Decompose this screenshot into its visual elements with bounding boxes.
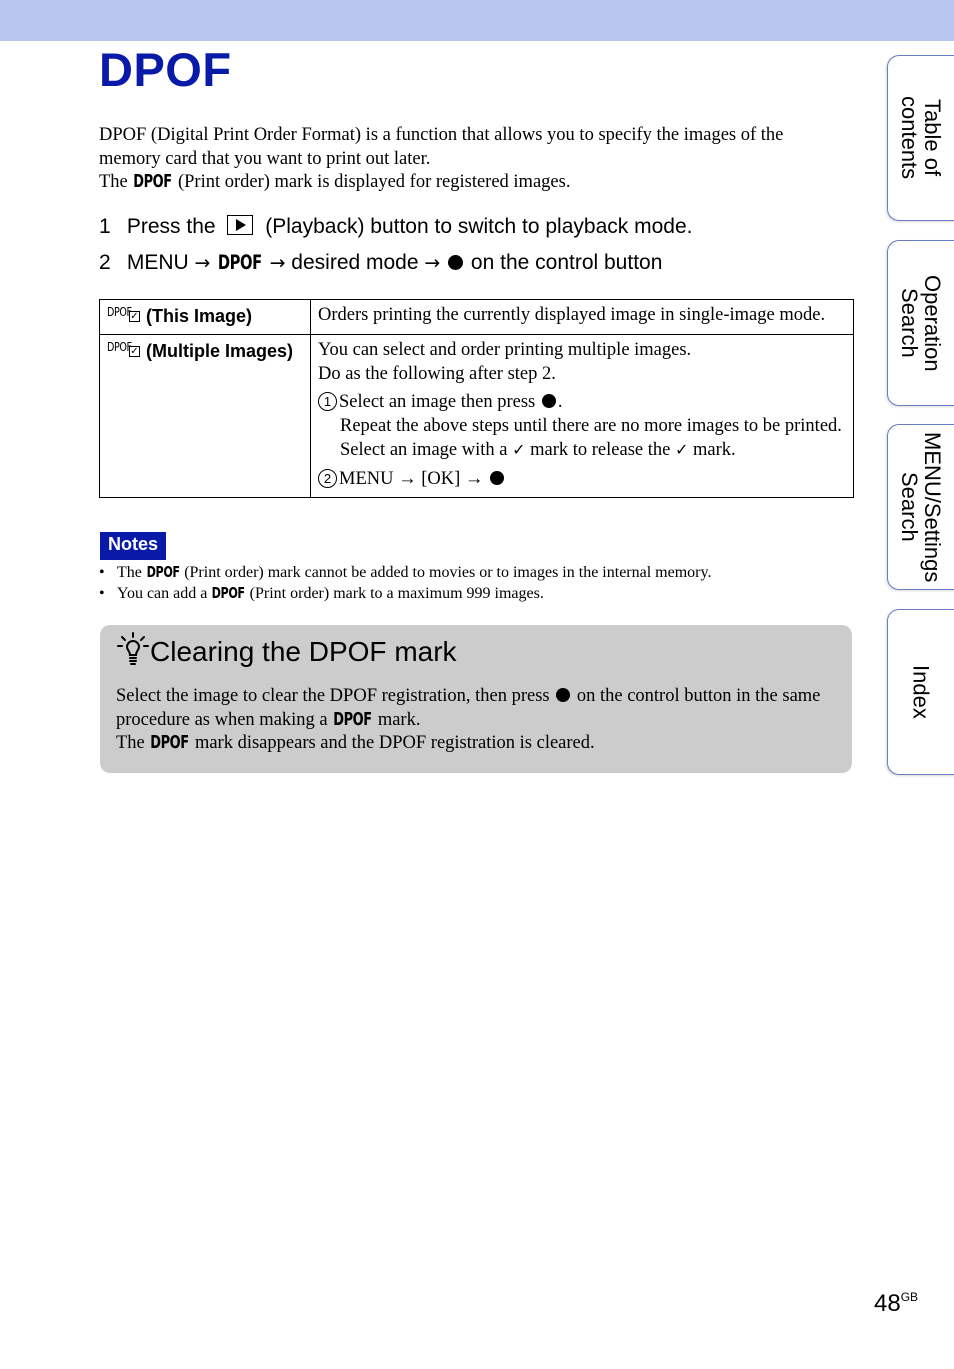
check-icon: ✓: [512, 440, 526, 459]
page-number: $48^{GB}$: [874, 1290, 919, 1317]
dpof-mark-icon: DPOF: [133, 172, 173, 192]
arrow-right-icon: →: [269, 252, 286, 274]
dpof-mark-icon: DPOF: [218, 250, 262, 274]
intro-line-1: DPOF (Digital Print Order Format) is a function that allows you to specify the images of the memory card that you want to print out later.: [99, 125, 784, 169]
center-button-icon: [542, 394, 556, 408]
list-item: • The DPOF (Print order) mark cannot be added to movies or to images in the internal memory.: [99, 562, 859, 583]
dpof-single-icon: DPOF ✓: [107, 305, 139, 322]
notes-badge: Notes: [100, 532, 166, 560]
dpof-multiple-icon: DPOF ✓: [107, 340, 139, 357]
tab-index[interactable]: Index: [887, 609, 954, 775]
check-icon: ✓: [674, 440, 689, 459]
notes-list: [99, 562, 859, 604]
option-name-cell: DPOF ✓ (Multiple Images): [100, 335, 311, 498]
center-button-icon: [556, 688, 570, 702]
list-item: • You can add a DPOF (Print order) mark to a maximum 999 images.: [99, 583, 859, 604]
page-title: DPOF: [99, 43, 232, 96]
dpof-mark-icon: DPOF: [333, 709, 372, 730]
arrow-right-icon: →: [424, 252, 441, 274]
option-name-cell: DPOF ✓ (This Image): [100, 300, 311, 335]
sub-step-2: 2 MENU → [OK] →: [318, 468, 846, 492]
dpof-mark-icon: DPOF: [150, 733, 190, 753]
sub-step-1: 1 Select an image then press .: [318, 391, 846, 415]
tip-box: [100, 625, 852, 773]
arrow-right-icon: →: [194, 252, 211, 274]
tab-menu-settings-search[interactable]: MENU/Settings Search: [887, 424, 954, 590]
table-row: [100, 300, 854, 335]
tip-body: Select the image to clear the DPOF registration, then press on the control button in the same procedure as when making a DPOF mark. The DPOF mark disappears and the DPOF registration is cleared.: [116, 685, 836, 756]
dpof-mark-icon: DPOF: [146, 563, 180, 581]
option-desc-cell: You can select and order printing multiple images. Do as the following after step 2. 1 Select an image then press . Repeat the above steps until there are no more images to be printed. Select an image with a ✓ mark to release the ✓ mark. 2 MENU → [OK] →: [311, 335, 854, 498]
sub-step-1-detail: Repeat the above steps until there are no more images to be printed. Select an image with a ✓ mark to release the ✓ mark.: [340, 415, 842, 460]
tab-operation-search[interactable]: Operation Search: [887, 240, 954, 406]
circled-number-icon: 1: [318, 392, 337, 411]
center-button-icon: [490, 471, 504, 485]
hint-lightbulb-icon: [116, 631, 150, 667]
table-row: [100, 335, 854, 498]
tip-title: Clearing the DPOF mark: [116, 631, 457, 671]
circled-number-icon: 2: [318, 469, 337, 488]
center-button-icon: [448, 255, 463, 270]
step-1: 1 Press the (Playback) button to switch to playback mode.: [99, 215, 693, 238]
tab-table-of-contents[interactable]: Table of contents: [887, 55, 954, 221]
playback-icon: [227, 215, 253, 235]
option-desc-cell: Orders printing the currently displayed image in single-image mode.: [311, 300, 854, 335]
step-2: 2 MENU → DPOF → desired mode → on the control button: [99, 247, 859, 282]
dpof-mark-icon: DPOF: [211, 584, 246, 602]
intro-line-2: The DPOF (Print order) mark is displayed for registered images.: [99, 171, 839, 195]
steps-list: [99, 212, 859, 282]
intro-paragraph: [99, 124, 839, 195]
top-band: [0, 0, 954, 41]
options-table: [99, 299, 854, 498]
